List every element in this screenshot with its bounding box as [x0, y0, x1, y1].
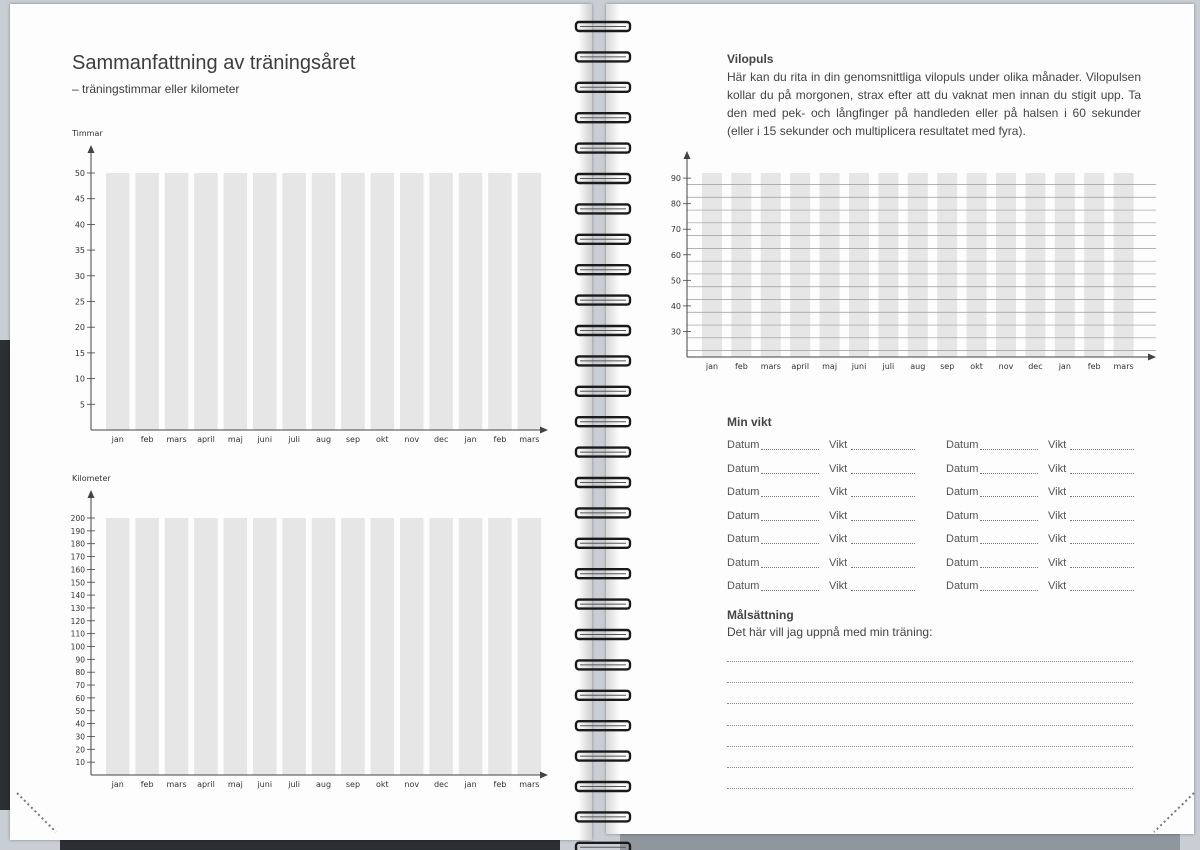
- weight-label: Vikt: [1048, 580, 1067, 592]
- x-tick-label: jan: [464, 435, 477, 444]
- bar: [282, 173, 306, 430]
- weight-entry: [946, 510, 1136, 524]
- weight-field[interactable]: [851, 449, 915, 450]
- date-label: Datum: [946, 556, 979, 569]
- date-field[interactable]: [980, 567, 1038, 568]
- goal-line[interactable]: [727, 767, 1133, 768]
- bar: [459, 518, 483, 775]
- x-tick-label: feb: [1087, 362, 1101, 371]
- x-tick-label: jan: [111, 780, 124, 789]
- x-tick-label: maj: [227, 435, 243, 444]
- bar: [518, 173, 542, 430]
- bar: [518, 518, 542, 775]
- date-label: Datum: [727, 509, 760, 522]
- y-tick-label: 90: [75, 655, 85, 665]
- bar: [908, 173, 928, 357]
- date-label: Datum: [727, 439, 760, 451]
- weight-field[interactable]: [1070, 473, 1134, 474]
- page-title: Sammanfattning av träningsåret: [72, 52, 356, 74]
- y-tick-label: 25: [74, 297, 85, 307]
- y-tick-label: 200: [70, 514, 85, 523]
- goal-line[interactable]: [727, 682, 1133, 683]
- bar: [488, 518, 512, 775]
- y-tick-label: 30: [74, 271, 85, 281]
- bar: [135, 518, 159, 775]
- y-axis-arrow: [88, 145, 95, 153]
- weight-title: Min vikt: [727, 415, 772, 429]
- y-tick-label: 50: [75, 706, 85, 716]
- bar: [761, 173, 781, 357]
- y-tick-label: 5: [79, 400, 85, 410]
- date-field[interactable]: [761, 449, 819, 450]
- weight-field[interactable]: [1070, 496, 1134, 497]
- weight-field[interactable]: [1070, 543, 1134, 544]
- weight-entry: [946, 486, 1136, 500]
- y-tick-label: 40: [670, 301, 681, 311]
- weight-field[interactable]: [851, 567, 915, 568]
- x-tick-label: mars: [760, 362, 781, 371]
- corner-decoration-left: [14, 790, 64, 835]
- y-tick-label: 40: [75, 719, 85, 729]
- weight-field[interactable]: [1070, 567, 1134, 568]
- y-axis-arrow: [684, 151, 691, 159]
- corner-decoration-right: [1148, 790, 1198, 835]
- date-label: Datum: [727, 486, 760, 498]
- weight-label: Vikt: [1048, 439, 1067, 451]
- weight-label: Vikt: [829, 509, 848, 522]
- bar: [106, 173, 130, 430]
- cover-edge-bottom-right: [620, 834, 1180, 850]
- weight-field[interactable]: [851, 496, 915, 497]
- date-label: Datum: [727, 533, 760, 545]
- weight-label: Vikt: [1048, 533, 1067, 545]
- x-tick-label: feb: [493, 780, 507, 789]
- weight-entry: [946, 439, 1136, 453]
- bar: [429, 173, 453, 430]
- x-tick-label: jan: [1058, 362, 1071, 371]
- y-tick-label: 170: [70, 552, 85, 562]
- bar: [341, 518, 365, 775]
- bar: [165, 518, 189, 775]
- bar: [312, 518, 336, 775]
- weight-label: Vikt: [829, 462, 848, 475]
- date-field[interactable]: [761, 567, 819, 568]
- weight-field[interactable]: [851, 543, 915, 544]
- bar: [996, 173, 1016, 357]
- bar: [488, 173, 512, 430]
- x-tick-label: feb: [140, 780, 154, 789]
- bar: [135, 173, 159, 430]
- bar: [820, 173, 840, 357]
- bar: [253, 173, 277, 430]
- date-field[interactable]: [761, 520, 819, 521]
- x-tick-label: dec: [433, 780, 449, 789]
- y-tick-label: 120: [70, 616, 85, 626]
- y-tick-label: 30: [75, 732, 85, 742]
- weight-label: Vikt: [829, 486, 848, 498]
- weight-entry: [727, 510, 917, 524]
- x-tick-label: juli: [288, 780, 301, 789]
- y-tick-label: 50: [74, 169, 85, 178]
- x-tick-label: dec: [433, 435, 449, 444]
- x-tick-label: aug: [316, 780, 332, 789]
- goal-intro: Det här vill jag uppnå med min träning:: [727, 625, 933, 639]
- goal-line[interactable]: [727, 746, 1133, 747]
- y-tick-label: 10: [74, 374, 85, 384]
- y-tick-label: 80: [75, 668, 85, 678]
- weight-label: Vikt: [829, 580, 848, 592]
- x-tick-label: mars: [166, 435, 187, 444]
- x-tick-label: maj: [227, 780, 243, 789]
- x-tick-label: mars: [519, 780, 540, 789]
- weight-label: Vikt: [829, 533, 848, 545]
- date-label: Datum: [727, 462, 760, 475]
- y-tick-label: 80: [670, 199, 681, 209]
- y-axis-title: Timmar: [72, 129, 103, 138]
- weight-label: Vikt: [829, 556, 848, 569]
- x-axis-arrow: [540, 427, 548, 434]
- x-tick-label: mars: [519, 435, 540, 444]
- date-label: Datum: [946, 486, 979, 498]
- y-tick-label: 90: [670, 174, 681, 184]
- y-tick-label: 180: [70, 539, 85, 549]
- y-tick-label: 35: [74, 246, 85, 256]
- date-field[interactable]: [761, 496, 819, 497]
- x-tick-label: nov: [404, 435, 420, 444]
- hours-chart: [0, 120, 580, 450]
- bar: [224, 173, 248, 430]
- date-label: Datum: [727, 580, 760, 592]
- x-tick-label: jan: [464, 780, 477, 789]
- x-axis-arrow: [540, 772, 548, 779]
- bar: [849, 173, 869, 357]
- y-tick-label: 70: [670, 225, 681, 235]
- x-tick-label: okt: [376, 780, 389, 789]
- x-axis-arrow: [1148, 354, 1156, 361]
- y-tick-label: 70: [75, 681, 85, 691]
- y-tick-label: 110: [70, 629, 85, 639]
- x-tick-label: aug: [910, 362, 926, 371]
- x-tick-label: sep: [345, 435, 361, 444]
- date-field[interactable]: [761, 473, 819, 474]
- y-tick-label: 20: [74, 323, 85, 333]
- y-tick-label: 60: [670, 250, 681, 260]
- y-tick-label: 50: [670, 276, 681, 286]
- bar: [878, 173, 898, 357]
- weight-entry: [946, 463, 1136, 477]
- bar: [224, 518, 248, 775]
- bar: [702, 173, 722, 357]
- vilopuls-title: Vilopuls: [727, 52, 774, 66]
- vilopuls-chart: [660, 145, 1160, 385]
- weight-field[interactable]: [851, 473, 915, 474]
- x-tick-label: mars: [166, 780, 187, 789]
- goal-line[interactable]: [727, 725, 1133, 726]
- goal-line[interactable]: [727, 788, 1133, 789]
- x-tick-label: sep: [940, 362, 955, 371]
- bar: [459, 173, 483, 430]
- bar: [106, 518, 130, 775]
- weight-entry: [727, 533, 917, 547]
- bar: [967, 173, 987, 357]
- y-tick-label: 150: [70, 578, 85, 588]
- date-field[interactable]: [980, 590, 1038, 591]
- date-field[interactable]: [980, 496, 1038, 497]
- y-tick-label: 45: [74, 194, 85, 204]
- y-tick-label: 160: [70, 565, 85, 575]
- weight-label: Vikt: [1048, 462, 1067, 475]
- date-label: Datum: [946, 580, 979, 592]
- date-label: Datum: [946, 462, 979, 475]
- x-tick-label: mars: [1113, 362, 1134, 371]
- bar: [1114, 173, 1134, 357]
- weight-entry: [727, 486, 917, 500]
- x-tick-label: sep: [345, 780, 361, 789]
- x-tick-label: maj: [822, 362, 838, 371]
- x-tick-label: juni: [257, 780, 273, 789]
- bar: [731, 173, 751, 357]
- weight-entry: [727, 439, 917, 453]
- goal-line[interactable]: [727, 703, 1133, 704]
- bar: [790, 173, 810, 357]
- bar: [165, 173, 189, 430]
- weight-label: Vikt: [1048, 509, 1067, 522]
- date-field[interactable]: [761, 543, 819, 544]
- date-label: Datum: [946, 533, 979, 545]
- weight-field[interactable]: [1070, 449, 1134, 450]
- bar: [253, 518, 277, 775]
- x-tick-label: dec: [1028, 362, 1043, 371]
- y-tick-label: 60: [75, 693, 85, 703]
- kilometer-chart: [0, 465, 580, 800]
- weight-field[interactable]: [1070, 520, 1134, 521]
- y-tick-label: 30: [670, 327, 681, 337]
- x-tick-label: jan: [705, 362, 719, 371]
- x-tick-label: april: [791, 362, 810, 371]
- page-subtitle: – träningstimmar eller kilometer: [72, 82, 240, 96]
- date-field[interactable]: [980, 473, 1038, 474]
- vilopuls-description: Här kan du rita in din genomsnittliga vilopuls under olika månader. Vilopulsen kollar du på morgonen, strax efter att du vaknat men innan du stigit upp. Ta den med pek- och långfinger på handleden eller på halsen i 60 sekunder (eller i 15 sekunder och multiplicera resultatet med fyra).: [727, 70, 1141, 138]
- bar: [1055, 173, 1075, 357]
- weight-entry: [946, 533, 1136, 547]
- y-tick-label: 10: [75, 758, 85, 768]
- x-tick-label: april: [197, 435, 215, 444]
- weight-label: Vikt: [829, 439, 848, 451]
- weight-entry: [727, 557, 917, 571]
- weight-label: Vikt: [1048, 486, 1067, 498]
- x-tick-label: juli: [882, 362, 895, 371]
- x-tick-label: okt: [376, 435, 389, 444]
- date-label: Datum: [946, 439, 979, 451]
- x-tick-label: nov: [404, 780, 420, 789]
- x-tick-label: juni: [851, 362, 867, 371]
- bar: [194, 173, 218, 430]
- y-tick-label: 130: [70, 603, 85, 613]
- bar: [937, 173, 957, 357]
- bar: [341, 173, 365, 430]
- spiral-binding: [574, 0, 634, 850]
- bar: [429, 518, 453, 775]
- bar: [194, 518, 218, 775]
- date-label: Datum: [727, 556, 760, 569]
- date-field[interactable]: [980, 520, 1038, 521]
- bar: [1025, 173, 1045, 357]
- y-tick-label: 100: [70, 642, 85, 652]
- weight-field[interactable]: [1070, 590, 1134, 591]
- y-tick-label: 140: [70, 591, 85, 601]
- bar: [282, 518, 306, 775]
- x-tick-label: nov: [998, 362, 1014, 371]
- date-field[interactable]: [980, 449, 1038, 450]
- x-tick-label: okt: [970, 362, 983, 371]
- x-tick-label: juli: [288, 435, 301, 444]
- y-tick-label: 20: [75, 745, 85, 755]
- x-tick-label: april: [197, 780, 215, 789]
- weight-field[interactable]: [851, 520, 915, 521]
- bar: [312, 173, 336, 430]
- weight-field[interactable]: [851, 590, 915, 591]
- y-tick-label: 190: [70, 526, 85, 536]
- bar: [371, 518, 395, 775]
- bar: [400, 173, 424, 430]
- bar: [1084, 173, 1104, 357]
- x-tick-label: jan: [111, 435, 124, 444]
- weight-entry: [946, 557, 1136, 571]
- binding-ring: [576, 843, 630, 850]
- x-tick-label: juni: [257, 435, 273, 444]
- weight-entry: [727, 580, 917, 594]
- x-tick-label: feb: [493, 435, 507, 444]
- weight-label: Vikt: [1048, 556, 1067, 569]
- x-tick-label: feb: [734, 362, 748, 371]
- date-field[interactable]: [761, 590, 819, 591]
- y-tick-label: 40: [74, 220, 85, 230]
- y-axis-arrow: [88, 490, 95, 498]
- goal-title: Målsättning: [727, 608, 794, 622]
- bar: [371, 173, 395, 430]
- y-axis-title: Kilometer: [72, 474, 111, 483]
- y-tick-label: 15: [74, 348, 85, 358]
- goal-line[interactable]: [727, 661, 1133, 662]
- x-tick-label: aug: [316, 435, 332, 444]
- weight-entry: [727, 463, 917, 477]
- weight-entry: [946, 580, 1136, 594]
- date-label: Datum: [946, 509, 979, 522]
- date-field[interactable]: [980, 543, 1038, 544]
- bar: [400, 518, 424, 775]
- x-tick-label: feb: [140, 435, 154, 444]
